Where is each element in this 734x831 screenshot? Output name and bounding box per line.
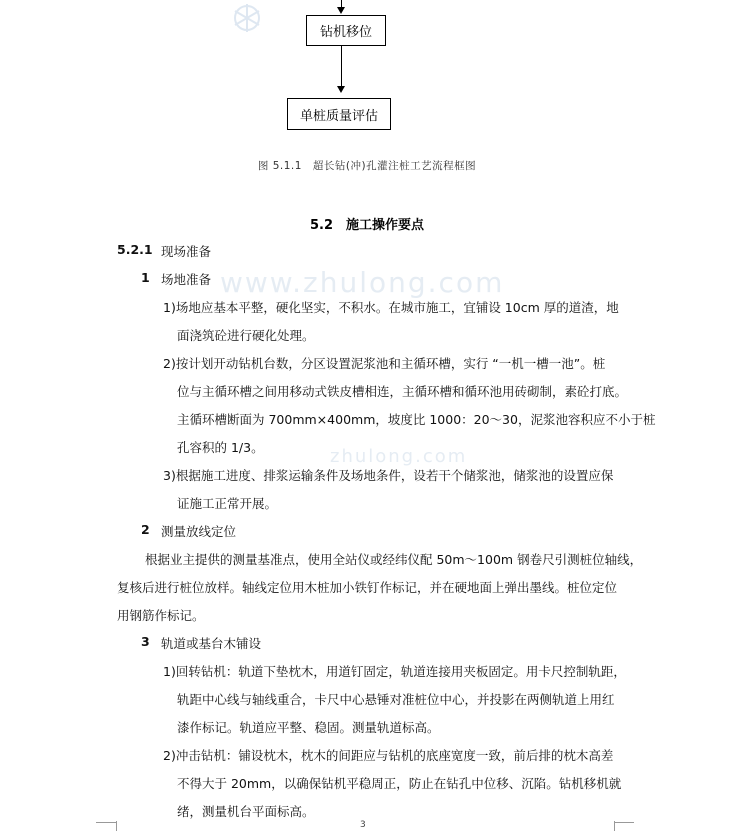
watermark-text-small: zhulong.com [330, 446, 468, 467]
item-title-3: 轨道或基台木铺设 [161, 636, 262, 651]
item-number-2: 2 [141, 522, 150, 537]
paragraph-line: 主循环槽断面为 700mm×400mm，坡度比 1000：20～30，泥浆池容积应不小于桩 [177, 412, 656, 427]
paragraph-line: 孔容积的 1/3。 [177, 440, 264, 455]
section-heading: 5.2 施工操作要点 [309, 218, 425, 233]
paragraph-line: 面浇筑砼进行硬化处理。 [177, 328, 315, 343]
corner-mark-left-v [116, 821, 117, 831]
paragraph-line: 复核后进行桩位放样。轴线定位用木桩加小铁钉作标记，并在硬地面上弹出墨线。桩位定位 [117, 580, 618, 595]
subsection-title: 现场准备 [161, 244, 212, 259]
paragraph-line: 漆作标记。轨道应平整、稳固。测量轨道标高。 [177, 720, 440, 735]
paragraph-line: 不得大于 20mm，以确保钻机平稳周正，防止在钻孔中位移、沉陷。钻机移机就 [177, 776, 622, 791]
flow-box-drill-move: 钻机移位 [306, 15, 386, 46]
flow-arrow-mid-line [341, 46, 342, 86]
snowflake-logo-icon [222, 0, 272, 40]
corner-mark-right [614, 822, 634, 823]
paragraph-line: 2)按计划开动钻机台数，分区设置泥浆池和主循环槽，实行 “一机一槽一池”。桩 [163, 356, 606, 371]
paragraph-line: 用钢筋作标记。 [117, 608, 205, 623]
paragraph-line: 2)冲击钻机：铺设枕木，枕木的间距应与钻机的底座宽度一致，前后排的枕木高差 [163, 748, 614, 763]
paragraph-line: 1)场地应基本平整，硬化坚实，不积水。在城市施工，宜铺设 10cm 厚的道渣，地 [163, 300, 619, 315]
paragraph-line: 3)根据施工进度、排浆运输条件及场地条件，设若干个储浆池，储浆池的设置应保 [163, 468, 614, 483]
corner-mark-left [96, 822, 116, 823]
paragraph-line: 位与主循环槽之间用移动式铁皮槽相连，主循环槽和循环池用砖砌制，素砼打底。 [177, 384, 628, 399]
paragraph-line: 绪，测量机台平面标高。 [177, 804, 315, 819]
item-title-2: 测量放线定位 [161, 524, 237, 539]
item-title-1: 场地准备 [161, 272, 212, 287]
page-number: 3 [360, 820, 366, 830]
flow-box-pile-quality: 单桩质量评估 [287, 98, 391, 130]
flow-arrow-mid-head [337, 86, 345, 93]
flow-arrow-top-head [337, 7, 345, 14]
paragraph-line: 根据业主提供的测量基准点，使用全站仪或经纬仪配 50m～100m 钢卷尺引测桩位轴线， [145, 552, 643, 567]
corner-mark-right-v [614, 821, 615, 831]
paragraph-line: 1)回转钻机：轨道下垫枕木，用道钉固定，轨道连接用夹板固定。用卡尺控制轨距， [163, 664, 626, 679]
watermark-text: www.zhulong.com [220, 266, 505, 299]
figure-caption: 图 5.1.1 超长钻(冲)孔灌注桩工艺流程框图 [257, 160, 477, 172]
subsection-number: 5.2.1 [117, 242, 153, 257]
paragraph-line: 轨距中心线与轴线重合，卡尺中心悬锤对准桩位中心，并投影在两侧轨道上用红 [177, 692, 615, 707]
item-number-1: 1 [141, 270, 150, 285]
paragraph-line: 证施工正常开展。 [177, 496, 278, 511]
item-number-3: 3 [141, 634, 150, 649]
